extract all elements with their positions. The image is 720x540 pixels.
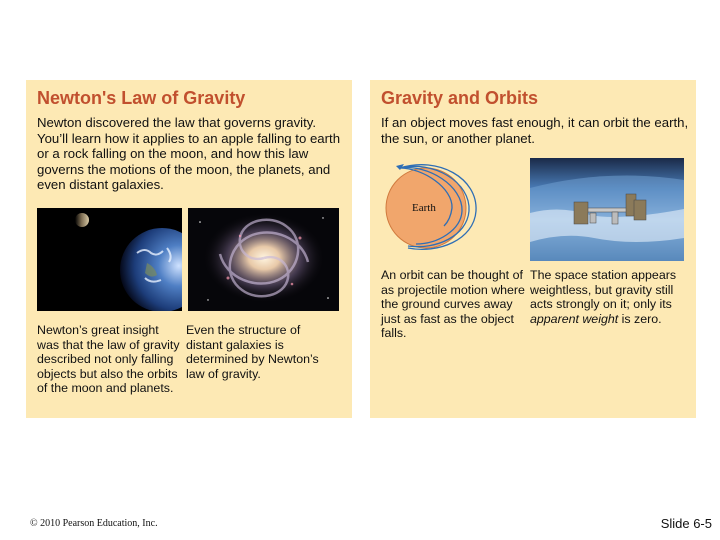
gravity-orbits-panel: [370, 80, 696, 418]
space-station-caption: [530, 268, 690, 326]
copyright-notice: © 2010 Pearson Education, Inc.: [30, 518, 158, 529]
station-caption-part-2: is zero.: [618, 311, 662, 326]
space-station-photo: [530, 158, 684, 261]
earth-moon-photo: [37, 208, 182, 311]
galaxy-photo: [188, 208, 339, 311]
slide-number: Slide 6-5: [660, 516, 712, 531]
panel-title: Newton's Law of Gravity: [37, 88, 246, 108]
orbit-caption: An orbit can be thought of as projectile motion where the ground curves away just as fast as the object falls.: [381, 268, 525, 341]
earth-label: Earth: [412, 202, 436, 214]
orbit-diagram: [378, 156, 488, 256]
panel-intro-text: Newton discovered the law that governs gravity. You’ll learn how it applies to an apple falling to earth or a rock falling on the moon, and how this law governs the motions of the moon, the planets, and even distant galaxies.: [37, 115, 341, 193]
station-caption-part-1: The space station appears weightless, but gravity still acts strongly on it; only its: [530, 268, 677, 312]
newton-law-panel: [26, 80, 352, 418]
panel-intro-text: If an object moves fast enough, it can orbit the earth, the sun, or another planet.: [381, 115, 689, 146]
panel-title: Gravity and Orbits: [381, 88, 539, 108]
station-caption-italic: apparent weight: [530, 311, 619, 326]
galaxy-caption: Even the structure of distant galaxies is determined by Newton’s law of gravity.: [186, 323, 319, 381]
earth-moon-caption: Newton’s great insight was that the law of gravity described not only falling objects but also the orbits of the moon and planets.: [37, 323, 180, 396]
